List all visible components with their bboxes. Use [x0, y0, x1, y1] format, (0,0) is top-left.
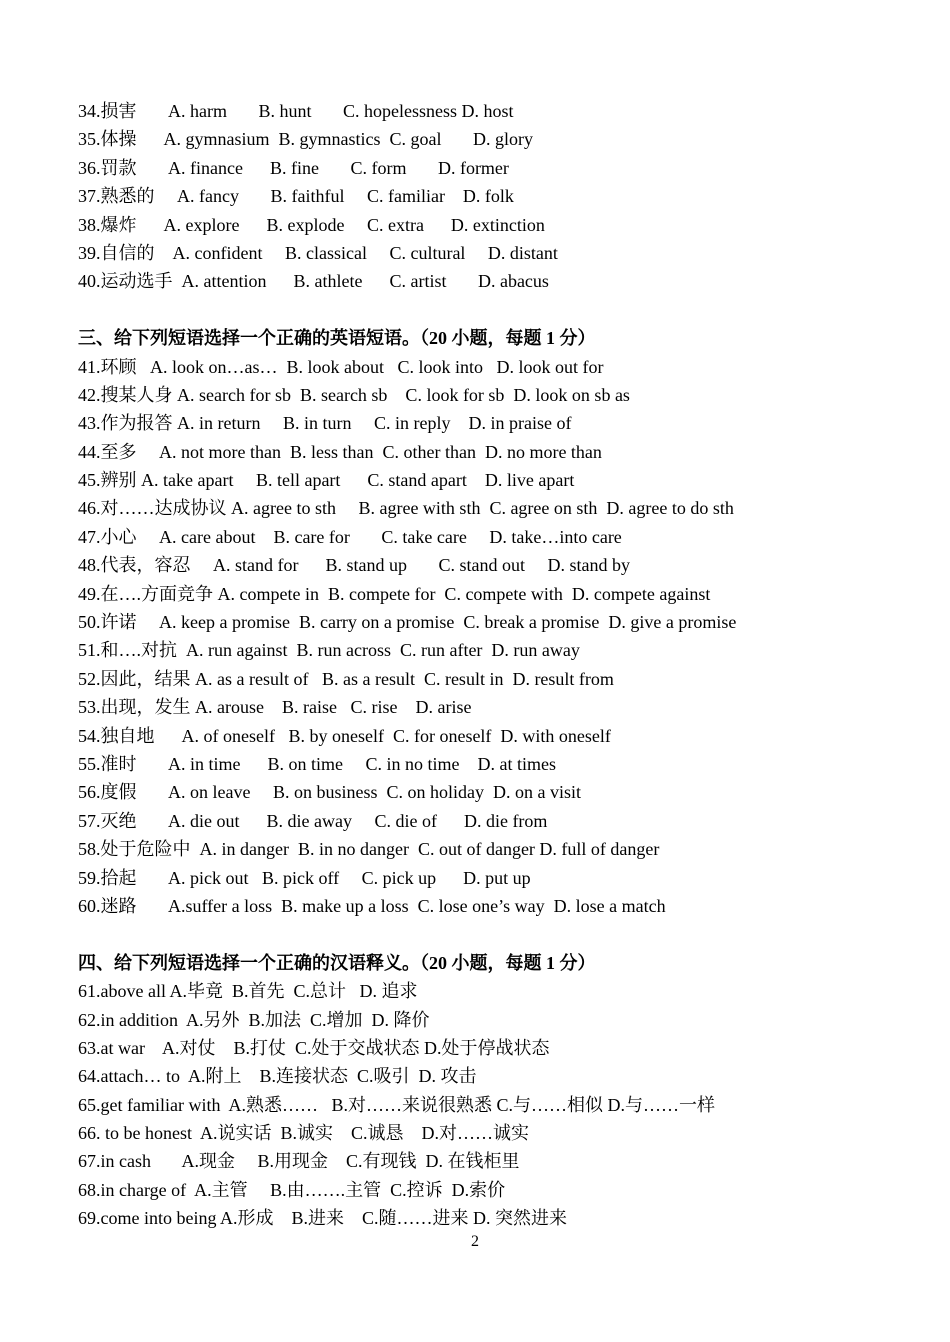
section-4	[78, 949, 898, 1233]
list-item: 56.度假 A. on leave B. on business C. on holiday D. on a visit	[78, 782, 581, 803]
list-item: 63.at war A.对仗 B.打仗 C.处于交战状态 D.处于停战状态	[78, 1037, 550, 1058]
list-item: 41.环顾 A. look on…as… B. look about C. look into D. look out for	[78, 356, 604, 377]
list-item: 62.in addition A.另外 B.加法 C.增加 D. 降价	[78, 1009, 430, 1030]
list-item: 35.体操 A. gymnasium B. gymnastics C. goal D. glory	[78, 129, 533, 150]
list-item: 51.和….对抗 A. run against B. run across C. run after D. run away	[78, 640, 580, 661]
list-item: 67.in cash A.现金 B.用现金 C.有现钱 D. 在钱柜里	[78, 1151, 520, 1172]
list-item: 39.自信的 A. confident B. classical C. cultural D. distant	[78, 242, 558, 263]
list-item: 59.拾起 A. pick out B. pick off C. pick up D. put up	[78, 867, 531, 888]
list-item: 69.come into being A.形成 B.进来 C.随……进来 D. 突然进来	[78, 1208, 567, 1229]
list-item: 34.损害 A. harm B. hunt C. hopelessness D. host	[78, 101, 514, 121]
list-item: 47.小心 A. care about B. care for C. take care D. take…into care	[78, 526, 622, 547]
section-heading: 三、给下列短语选择一个正确的英语短语。（20 小题，每题 1 分）	[78, 328, 596, 349]
section-heading: 四、给下列短语选择一个正确的汉语释义。（20 小题，每题 1 分）	[78, 952, 596, 973]
list-item: 68.in charge of A.主管 B.由…….主管 C.控诉 D.索价	[78, 1179, 506, 1200]
section-spacer	[78, 296, 898, 324]
list-item: 60.迷路 A.suffer a loss B. make up a loss C. lose one’s way D. lose a match	[78, 895, 666, 916]
document-page	[78, 97, 898, 1233]
list-item: 65.get familiar with A.熟悉…… B.对……来说很熟悉 C.与……相似 D.与……一样	[78, 1094, 715, 1115]
vocab-list	[78, 97, 898, 296]
list-item: 44.至多 A. not more than B. less than C. other than D. no more than	[78, 441, 602, 462]
section-spacer	[78, 920, 898, 948]
list-item: 53.出现，发生 A. arouse B. raise C. rise D. arise	[78, 697, 472, 718]
list-item: 40.运动选手 A. attention B. athlete C. artist D. abacus	[78, 271, 549, 292]
list-item: 38.爆炸 A. explore B. explode C. extra D. extinction	[78, 214, 545, 235]
section-3	[78, 324, 898, 920]
list-item: 43.作为报答 A. in return B. in turn C. in reply D. in praise of	[78, 413, 572, 434]
page-number: 2	[471, 1233, 479, 1250]
list-item: 42.搜某人身 A. search for sb B. search sb C. look for sb D. look on sb as	[78, 384, 630, 405]
list-item: 46.对……达成协议 A. agree to sth B. agree with sth C. agree on sth D. agree to do sth	[78, 498, 734, 519]
list-item: 61.above all A.毕竟 B.首先 C.总计 D. 追求	[78, 981, 418, 1002]
list-item: 50.许诺 A. keep a promise B. carry on a promise C. break a promise D. give a promise	[78, 612, 737, 633]
list-item: 64.attach… to A.附上 B.连接状态 C.吸引 D. 攻击	[78, 1066, 477, 1087]
list-item: 45.辨别 A. take apart B. tell apart C. stand apart D. live apart	[78, 470, 575, 491]
list-item: 57.灭绝 A. die out B. die away C. die of D. die from	[78, 810, 548, 831]
list-item: 58.处于危险中 A. in danger B. in no danger C. out of danger D. full of danger	[78, 839, 660, 860]
list-item: 66. to be honest A.说实话 B.诚实 C.诚恳 D.对……诚实	[78, 1123, 530, 1144]
list-item: 37.熟悉的 A. fancy B. faithful C. familiar D. folk	[78, 186, 514, 207]
list-item: 55.准时 A. in time B. on time C. in no time D. at times	[78, 753, 556, 774]
list-item: 48.代表，容忍 A. stand for B. stand up C. stand out D. stand by	[78, 555, 630, 576]
list-item: 49.在….方面竞争 A. compete in B. compete for C. compete with D. compete against	[78, 583, 711, 604]
list-item: 36.罚款 A. finance B. fine C. form D. former	[78, 157, 509, 178]
list-item: 52.因此，结果 A. as a result of B. as a result C. result in D. result from	[78, 668, 614, 689]
list-item: 54.独自地 A. of oneself B. by oneself C. for oneself D. with oneself	[78, 725, 611, 746]
